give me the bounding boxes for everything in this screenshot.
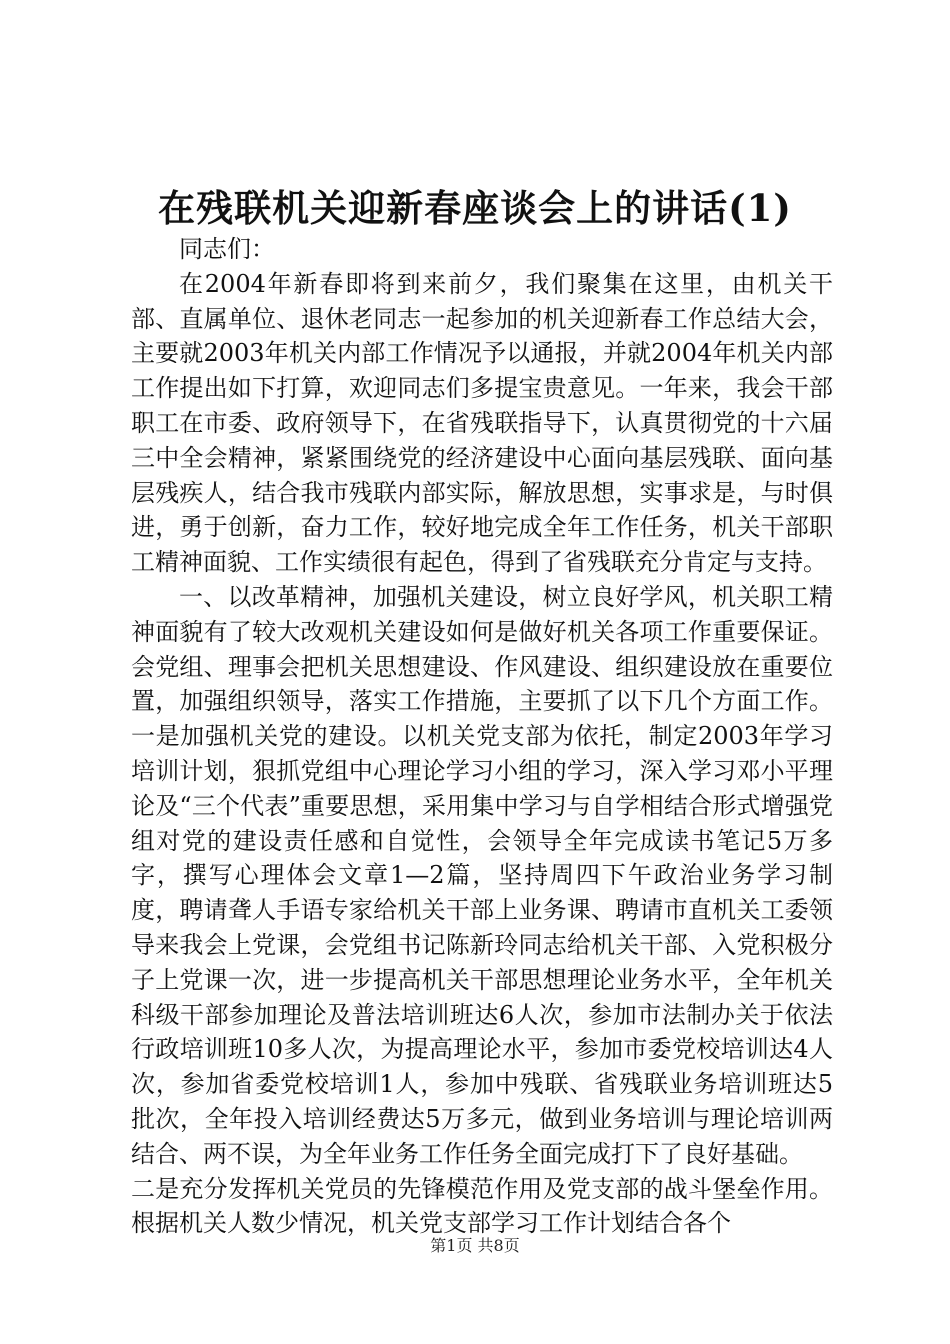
document-title: 在残联机关迎新春座谈会上的讲话(1) <box>158 186 792 230</box>
salutation: 同志们： <box>179 235 275 263</box>
document-body <box>131 232 833 1241</box>
paragraph-section-one: 一、以改革精神，加强机关建设，树立良好学风，机关职工精神面貌有了较大改观机关建设如何是做好机关各项工作重要保证。会党组、理事会把机关思想建设、作风建设、组织建设放在重要位置，加强组织领导，落实工作措施，主要抓了以下几个方面工作。一是加强机关党的建设。以机关党支部为依托，制定2003年学习培训计划，狠抓党组中心理论学习小组的学习，深入学习邓小平理论及“三个代表”重要思想，采用集中学习与自学相结合形式增强党组对党的建设责任感和自觉性，会领导全年完成读书笔记5万多字，撰写心理体会文章1—2篇，坚持周四下午政治业务学习制度，聘请聋人手语专家给机关干部上业务课、聘请市直机关工委领导来我会上党课，会党组书记陈新玲同志给机关干部、入党积极分子上党课一次，进一步提高机关干部思想理论业务水平，全年机关科级干部参加理论及普法培训班达6人次，参加市法制办关于依法行政培训班10多人次，为提高理论水平，参加市委党校培训达4人次，参加省委党校培训1人，参加中残联、省残联业务培训班达5批次，全年投入培训经费达5万多元，做到业务培训与理论培训两结合、两不误，为全年业务工作任务全面完成打下了良好基础。 <box>131 582 833 1168</box>
paragraph-intro: 在2004年新春即将到来前夕，我们聚集在这里，由机关干部、直属单位、退休老同志一起参加的机关迎新春工作总结大会，主要就2003年机关内部工作情况予以通报，并就2004年机关内部工作提出如下打算，欢迎同志们多提宝贵意见。一年来，我会干部职工在市委、政府领导下，在省残联指导下，认真贯彻党的十六届三中全会精神，紧紧围绕党的经济建设中心面向基层残联、面向基层残疾人，结合我市残联内部实际，解放思想，实事求是，与时俱进，勇于创新，奋力工作，较好地完成全年工作任务，机关干部职工精神面貌、工作实绩很有起色，得到了省残联充分肯定与支持。 <box>131 269 833 577</box>
page-number-footer: 第1页 共8页 <box>430 1236 520 1255</box>
paragraph-point-two: 二是充分发挥机关党员的先锋模范作用及党支部的战斗堡垒作用。根据机关人数少情况，机关党支部学习工作计划结合各个 <box>131 1174 833 1238</box>
